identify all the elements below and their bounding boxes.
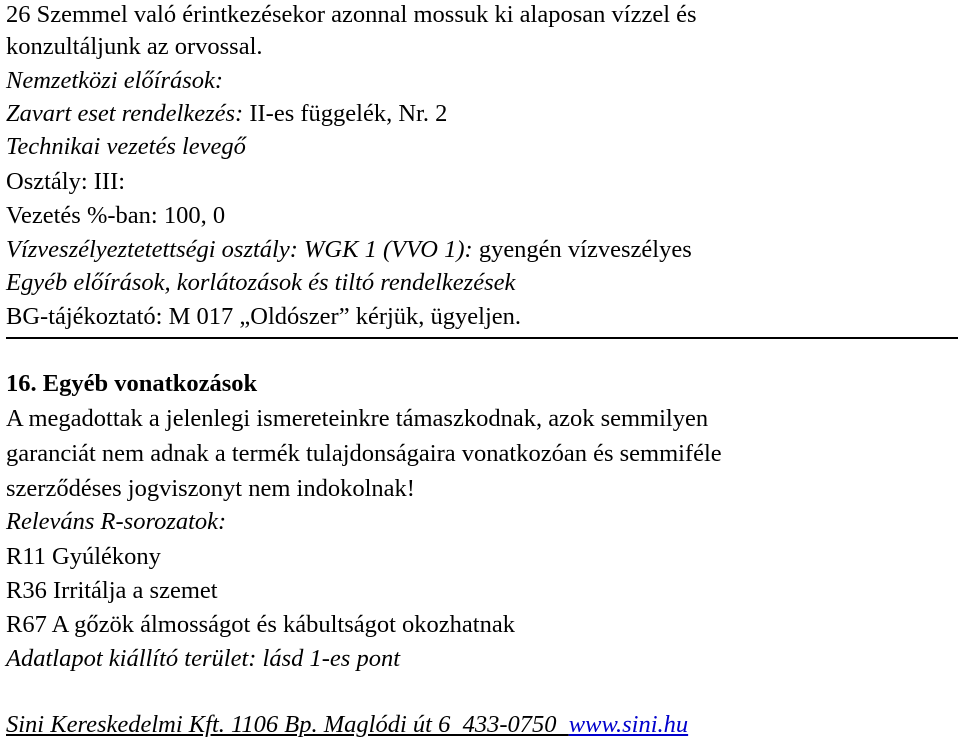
issuer-line: Adatlapot kiállító terület: lásd 1-es pont [6, 645, 400, 672]
bg-info-line: BG-tájékoztató: M 017 „Oldószer” kérjük, ügyeljen. [6, 303, 522, 330]
percent-line: Vezetés %-ban: 100, 0 [6, 202, 226, 229]
footer-website-link[interactable]: www.sini.hu [568, 711, 689, 738]
r11-line: R11 Gyúlékony [6, 543, 161, 570]
disclaimer-line-3: szerződéses jogviszonyt nem indokolnak! [6, 475, 415, 502]
wgk-label: Vízveszélyeztetettségi osztály: WGK 1 (VVO 1): [6, 236, 473, 263]
footer-company: Sini Kereskedelmi Kft. 1106 Bp. Maglódi út 6 433-0750 [6, 711, 569, 738]
disclaimer-line-2: garanciát nem adnak a termék tulajdonságaira vonatkozóan és semmiféle [6, 440, 722, 467]
r-phrases-heading: Releváns R-sorozatok: [6, 508, 227, 535]
class-line: Osztály: III: [6, 168, 126, 195]
r67-line: R67 A gőzök álmosságot és kábultságot okozhatnak [6, 611, 515, 638]
other-regulations-line: Egyéb előírások, korlátozások és tiltó rendelkezések [6, 269, 516, 296]
wgk-line [6, 235, 692, 265]
first-aid-line-1: 26 Szemmel való érintkezésekor azonnal mossuk ki alaposan vízzel és [6, 1, 697, 28]
r36-line: R36 Irritálja a szemet [6, 577, 218, 604]
tech-air-line: Technikai vezetés levegő [6, 133, 246, 160]
footer-line [6, 710, 688, 740]
disorder-provision-line [6, 99, 447, 129]
disclaimer-line-1: A megadottak a jelenlegi ismereteinkre támaszkodnak, azok semmilyen [6, 405, 709, 432]
first-aid-line-2: konzultáljunk az orvossal. [6, 33, 263, 60]
disorder-provision-label: Zavart eset rendelkezés: [6, 100, 244, 127]
wgk-value: gyengén vízveszélyes [472, 236, 692, 263]
section-divider [6, 337, 958, 339]
section-16-heading: 16. Egyéb vonatkozások [6, 370, 258, 397]
disorder-provision-value: II-es függelék, Nr. 2 [243, 100, 448, 127]
intl-regulations-heading: Nemzetközi előírások: [6, 67, 224, 94]
